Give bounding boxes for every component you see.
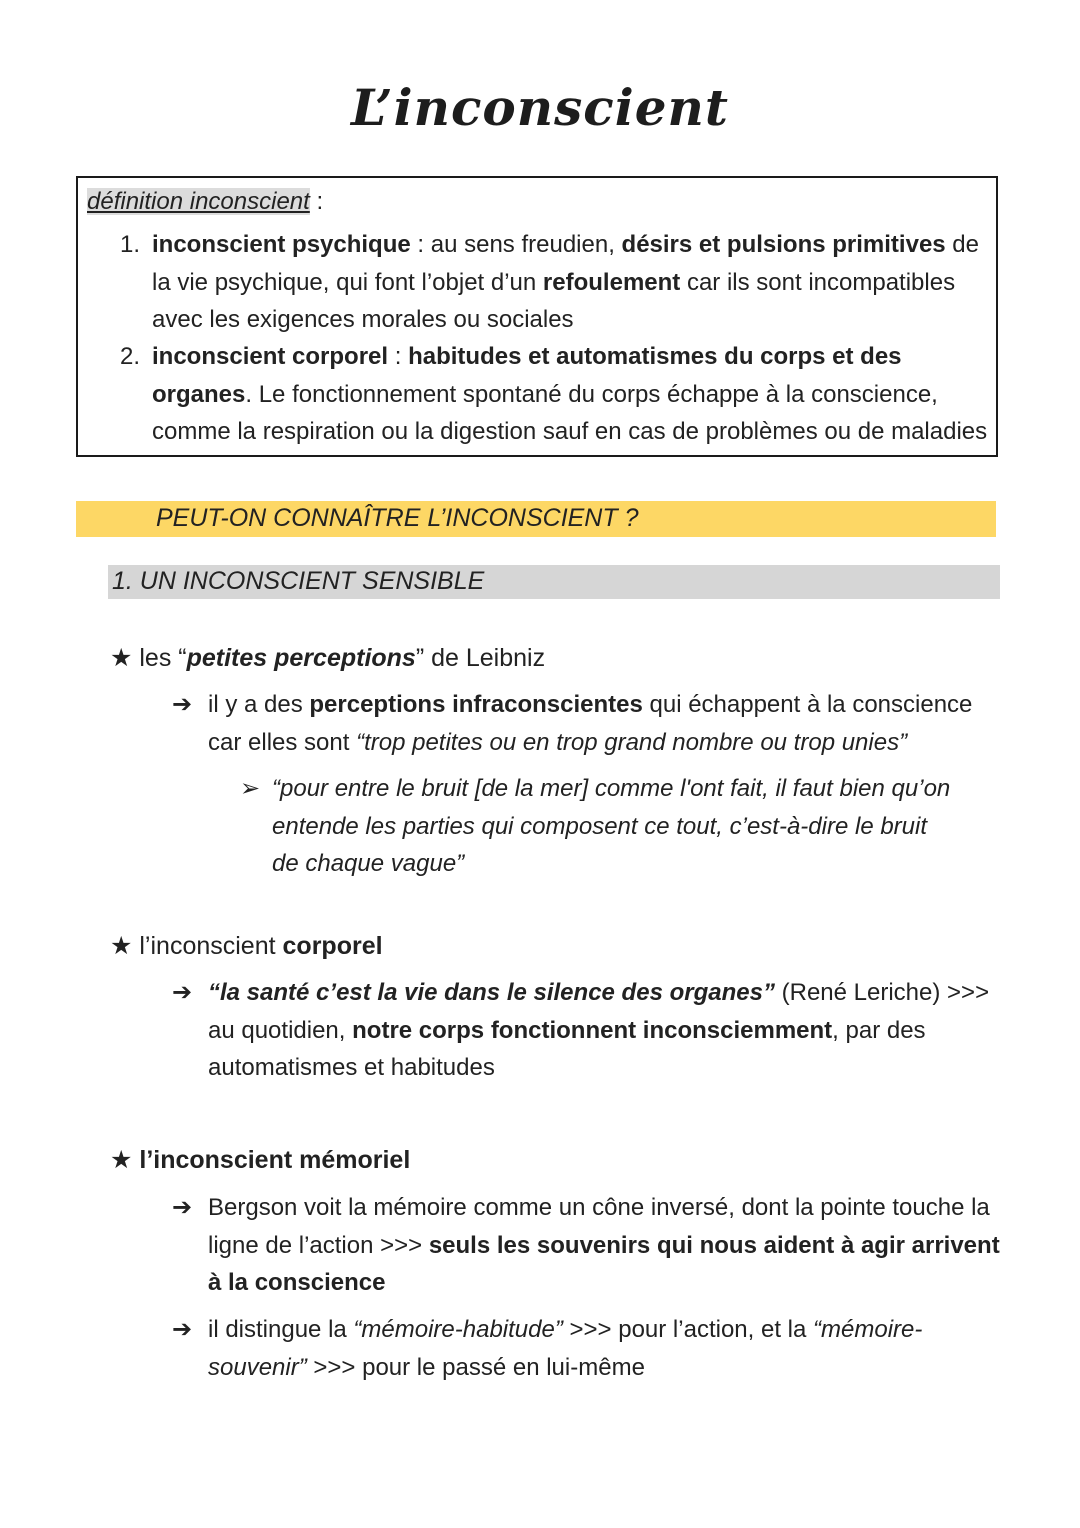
question-banner: PEUT-ON CONNAÎTRE L’INCONSCIENT ?	[76, 501, 996, 537]
right-arrow-icon: ➔	[172, 1316, 193, 1343]
section-heading: 1. UN INCONSCIENT SENSIBLE	[108, 565, 1000, 599]
star-icon: ★	[110, 644, 133, 672]
arrowhead-bullet-icon: ➢	[240, 775, 261, 802]
bullet-corporel: ★ l’inconscient corporel	[110, 932, 383, 960]
definition-label: définition inconscient :	[87, 188, 324, 215]
sub-quote: ➢ “pour entre le bruit [de la mer] comme l'ont fait, il faut bien qu’on entende les parties qui composent ce tout, c’est-à-dire le bruit de chaque vague”	[240, 770, 960, 883]
right-arrow-icon: ➔	[172, 979, 193, 1006]
page-title: L’inconscient	[351, 78, 729, 137]
definition-term: inconscient psychique	[152, 231, 411, 258]
right-arrow-icon: ➔	[172, 691, 193, 718]
right-arrow-icon: ➔	[172, 1194, 193, 1221]
star-icon: ★	[110, 1146, 133, 1174]
arrow-point: ➔ il distingue la “mémoire-habitude” >>> pour l’action, et la “mémoire-souvenir” >>> pour le passé en lui-même	[172, 1311, 1002, 1386]
arrow-point: ➔ “la santé c’est la vie dans le silence des organes” (René Leriche) >>> au quotidien, notre corps fonctionnent inconsciemment, par des automatismes et habitudes	[172, 974, 1002, 1087]
bullet-leibniz: ★ les “petites perceptions” de Leibniz	[110, 644, 546, 672]
arrow-point: ➔ il y a des perceptions infraconscientes qui échappent à la conscience car elles sont “trop petites ou en trop grand nombre ou trop unies”	[172, 686, 1002, 761]
arrow-point: ➔ Bergson voit la mémoire comme un cône inversé, dont la pointe touche la ligne de l’action >>> seuls les souvenirs qui nous aident à agir arrivent à la conscience	[172, 1189, 1002, 1302]
definition-term: inconscient corporel	[152, 343, 389, 370]
bullet-memoriel: ★ l’inconscient mémoriel	[110, 1146, 411, 1174]
star-icon: ★	[110, 932, 133, 960]
definition-box: définition inconscient : 1. inconscient psychique : au sens freudien, désirs et pulsions primitives de la vie psychique, qui font l’objet d’un refoulement car ils sont incompatibles avec les exigences morales ou sociales 2. inconscient corporel : habitudes et automatismes du corps et des organes. Le fonctionnement spontané du corps échappe à la conscience, comme la respiration ou la digestion sauf en cas de problèmes ou de maladies	[76, 176, 998, 457]
definition-label-text: définition inconscient	[87, 188, 310, 215]
